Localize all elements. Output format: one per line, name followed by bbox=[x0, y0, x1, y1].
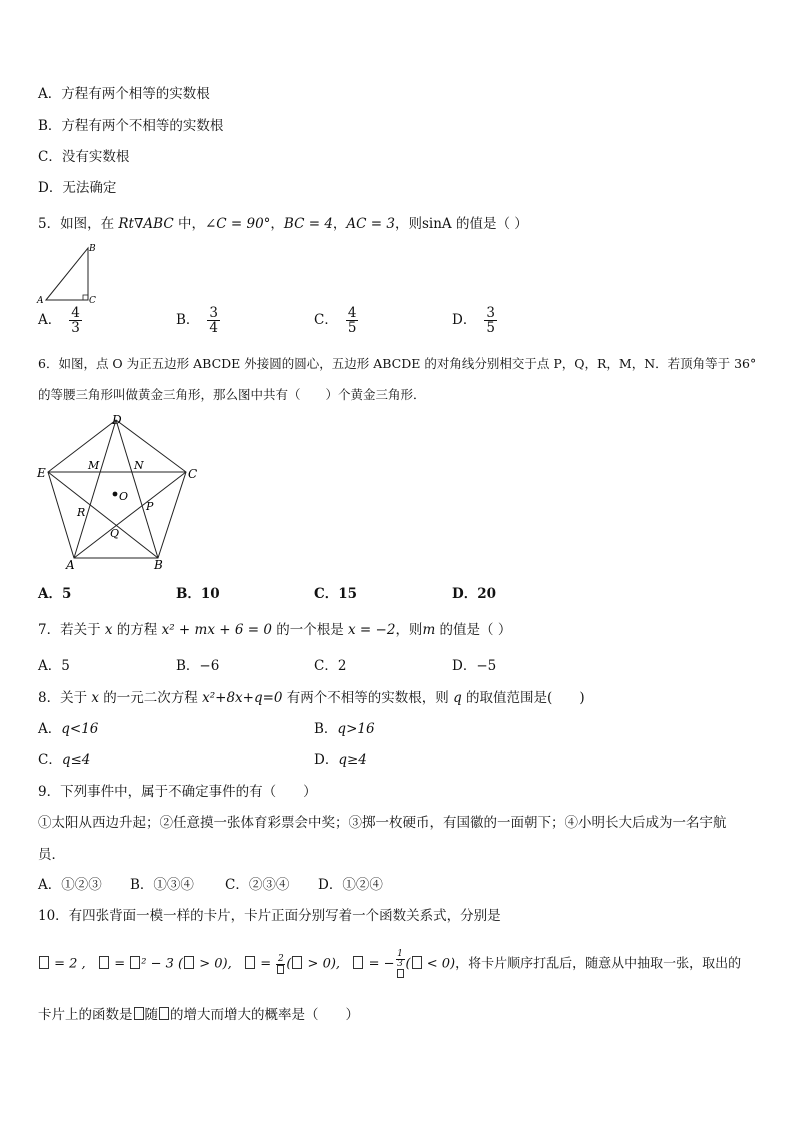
missing-glyph-box bbox=[159, 1007, 169, 1020]
q6-label-a: A bbox=[66, 558, 75, 572]
q7-option-b: B．−6 bbox=[176, 658, 220, 674]
q8-equation: x²+8x+q=0 bbox=[202, 690, 283, 706]
q4-option-d: D．无法确定 bbox=[38, 180, 117, 196]
q5-option-c: C． $\frac{4}{5}$ bbox=[314, 305, 357, 337]
q4-option-b: B．方程有两个不相等的实数根 bbox=[38, 118, 224, 134]
missing-glyph-box bbox=[397, 969, 404, 978]
q6-option-a: A．5 bbox=[38, 586, 72, 602]
q7-option-a: A．5 bbox=[38, 658, 70, 674]
q5-label-b: B bbox=[89, 244, 96, 254]
q6-label-q: Q bbox=[110, 527, 120, 540]
q4-option-a: A．方程有两个相等的实数根 bbox=[38, 86, 210, 102]
q5-option-b: B． $\frac{3}{4}$ bbox=[176, 305, 219, 337]
q8-option-d: D．q≥4 bbox=[314, 752, 367, 768]
q6-label-d: D bbox=[112, 413, 122, 427]
q5-label-a: A bbox=[37, 296, 44, 306]
q5-right-triangle-figure bbox=[36, 240, 106, 306]
q5-option-d: D． $\frac{3}{5}$ bbox=[452, 305, 495, 337]
q6-option-d: D．20 bbox=[452, 586, 496, 602]
q5-stem: 5．如图，在 Rt∇ABC 中，∠C = 90°，BC = 4，AC = 3，则sinA 的值是（ ） bbox=[38, 216, 528, 232]
missing-glyph-box bbox=[99, 956, 109, 969]
missing-glyph-box bbox=[245, 956, 255, 969]
q6-label-r: R bbox=[77, 506, 86, 519]
missing-glyph-box bbox=[292, 956, 302, 969]
q7-option-d: D．−5 bbox=[452, 658, 497, 674]
q4-option-c: C．没有实数根 bbox=[38, 149, 130, 165]
q10-stem: 10．有四张背面一模一样的卡片，卡片正面分别写着一个函数关系式，分别是 bbox=[38, 908, 501, 924]
q7-equation: x² + mx + 6 = 0 bbox=[161, 622, 272, 638]
q6-stem-line2: 的等腰三角形叫做黄金三角形，那么图中共有（ ）个黄金三角形． bbox=[38, 387, 426, 402]
missing-glyph-box bbox=[353, 956, 363, 969]
missing-glyph-box bbox=[184, 956, 194, 969]
q10-fraction-2: 2 bbox=[276, 955, 285, 974]
q6-stem-line1: 6．如图，点 O 为正五边形 ABCDE 外接圆的圆心，五边形 ABCDE 的对角线分别相交于点 P，Q，R，M，N．若顶角等于 36° bbox=[38, 356, 757, 371]
q8-option-b: B．q>16 bbox=[314, 721, 375, 737]
q6-label-p: P bbox=[146, 500, 154, 513]
q8-option-c: C．q≤4 bbox=[38, 752, 91, 768]
q7-stem: 7．若关于 x 的方程 x² + mx + 6 = 0 的一个根是 x = −2，则m 的值是（ ） bbox=[38, 622, 512, 638]
q9-events-line1: ①太阳从西边升起；②任意摸一张体育彩票会中奖；③掷一枚硬币，有国徽的一面朝下；④小明长大后成为一名宇航 bbox=[38, 815, 727, 831]
missing-glyph-box bbox=[134, 1007, 144, 1020]
q9-option-a: A．①②③ bbox=[38, 877, 102, 893]
q9-option-c: C．②③④ bbox=[225, 877, 290, 893]
q10-functions: = 2 , = ² − 3 ( > 0), = 2 ( > 0), = − $\frac{1}{3}$ ( < 0)，将卡片顺序打乱后，随意从中抽取一张，取出的 bbox=[38, 950, 741, 978]
q9-stem: 9．下列事件中，属于不确定事件的有（ ） bbox=[38, 784, 317, 800]
q6-label-m: M bbox=[88, 459, 100, 472]
q9-events-line2: 员． bbox=[38, 847, 65, 863]
q10-question: 卡片上的函数是 随 的增大而增大的概率是（ ） bbox=[38, 1007, 359, 1023]
q7-option-c: C．2 bbox=[314, 658, 347, 674]
q5-triangle: Rt∇ABC bbox=[118, 216, 174, 232]
missing-glyph-box bbox=[277, 965, 284, 974]
q8-stem: 8．关于 x 的一元二次方程 x²+8x+q=0 有两个不相等的实数根，则 q 的取值范围是( ) bbox=[38, 690, 585, 706]
q6-option-b: B．10 bbox=[176, 586, 220, 602]
q9-option-b: B．①③④ bbox=[130, 877, 194, 893]
q6-option-c: C．15 bbox=[314, 586, 358, 602]
q6-pentagon-figure bbox=[36, 410, 206, 572]
q6-label-o: O bbox=[119, 490, 129, 503]
q10-fraction-1-3: $\frac{1}{3}$ bbox=[396, 950, 405, 978]
q6-label-n: N bbox=[134, 459, 144, 472]
q6-label-e: E bbox=[37, 466, 46, 480]
q5-label-c: C bbox=[89, 296, 96, 306]
q6-label-c: C bbox=[188, 467, 198, 481]
missing-glyph-box bbox=[412, 956, 422, 969]
q8-option-a: A．q<16 bbox=[38, 721, 99, 737]
missing-glyph-box bbox=[130, 956, 140, 969]
q9-option-d: D．①②④ bbox=[318, 877, 383, 893]
q5-option-a: A． $\frac{4}{3}$ bbox=[38, 305, 80, 337]
missing-glyph-box bbox=[39, 956, 49, 969]
q6-label-b: B bbox=[154, 558, 163, 572]
